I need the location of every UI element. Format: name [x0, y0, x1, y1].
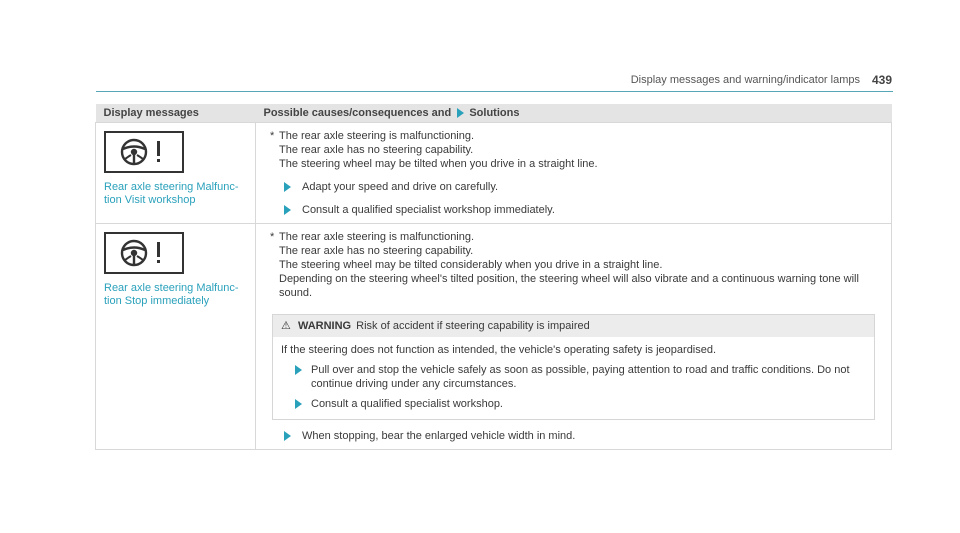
message-title: Rear axle steering Malfunc- tion Visit workshop	[104, 181, 239, 206]
display-messages-table	[95, 104, 892, 450]
causes-solutions-cell	[256, 224, 892, 450]
cause-text: The steering wheel may be tilted considerably when you drive in a straight line.	[279, 259, 663, 271]
warning-action: Consult a qualified specialist workshop.	[281, 397, 866, 411]
col-header-display: Display messages	[96, 104, 256, 123]
message-title: Rear axle steering Malfunc- tion Stop immediately	[104, 282, 239, 307]
arrow-right-icon	[284, 205, 291, 215]
col-header-causes-label: Possible causes/consequences and	[263, 107, 452, 119]
action-item: Adapt your speed and drive on carefully.	[264, 180, 883, 194]
steering-wheel-warning-icon	[104, 232, 184, 274]
arrow-right-icon	[295, 365, 302, 375]
table-row	[96, 123, 892, 224]
warning-action: Pull over and stop the vehicle safely as soon as possible, paying attention to road and traffic conditions. Do not continue driving under any circumstances.	[281, 363, 866, 391]
warning-triangle-icon: ⚠	[281, 320, 291, 332]
warning-body	[273, 337, 874, 419]
table-row	[96, 224, 892, 450]
action-item: When stopping, bear the enlarged vehicle width in mind.	[264, 429, 883, 443]
cause-text: The steering wheel may be tilted when you drive in a straight line.	[279, 158, 598, 170]
col-header-solutions-label: Solutions	[469, 107, 520, 119]
cause-text: The rear axle has no steering capability.	[279, 144, 474, 156]
footnote-star: *	[270, 130, 275, 142]
action-item: Consult a qualified specialist workshop immediately.	[264, 203, 883, 217]
display-message-cell	[96, 123, 256, 224]
arrow-right-icon	[457, 108, 464, 118]
display-message-cell	[96, 224, 256, 450]
cause-text: The rear axle steering is malfunctioning.	[279, 130, 475, 142]
arrow-right-icon	[295, 399, 302, 409]
cause-text: Depending on the steering wheel's tilted position, the steering wheel will also vibrate and a continuous warning tone will sound.	[279, 273, 859, 299]
causes-solutions-cell	[256, 123, 892, 224]
page-header-title: Display messages and warning/indicator lamps	[630, 74, 860, 86]
table-header-row	[96, 104, 892, 123]
footnote-star: *	[270, 231, 275, 243]
header-divider	[96, 91, 893, 92]
warning-label: WARNING	[297, 320, 352, 332]
warning-headline: Risk of accident if steering capability is impaired	[356, 320, 590, 332]
col-header-causes	[256, 104, 892, 123]
cause-text: The rear axle steering is malfunctioning.	[279, 231, 475, 243]
warning-header	[273, 315, 874, 337]
warning-text: If the steering does not function as intended, the vehicle's operating safety is jeopardised.	[281, 344, 717, 356]
warning-box	[272, 314, 875, 420]
arrow-right-icon	[284, 431, 291, 441]
page-number: 439	[871, 73, 892, 87]
arrow-right-icon	[284, 182, 291, 192]
cause-text: The rear axle has no steering capability.	[279, 245, 474, 257]
steering-wheel-warning-icon	[104, 131, 184, 173]
